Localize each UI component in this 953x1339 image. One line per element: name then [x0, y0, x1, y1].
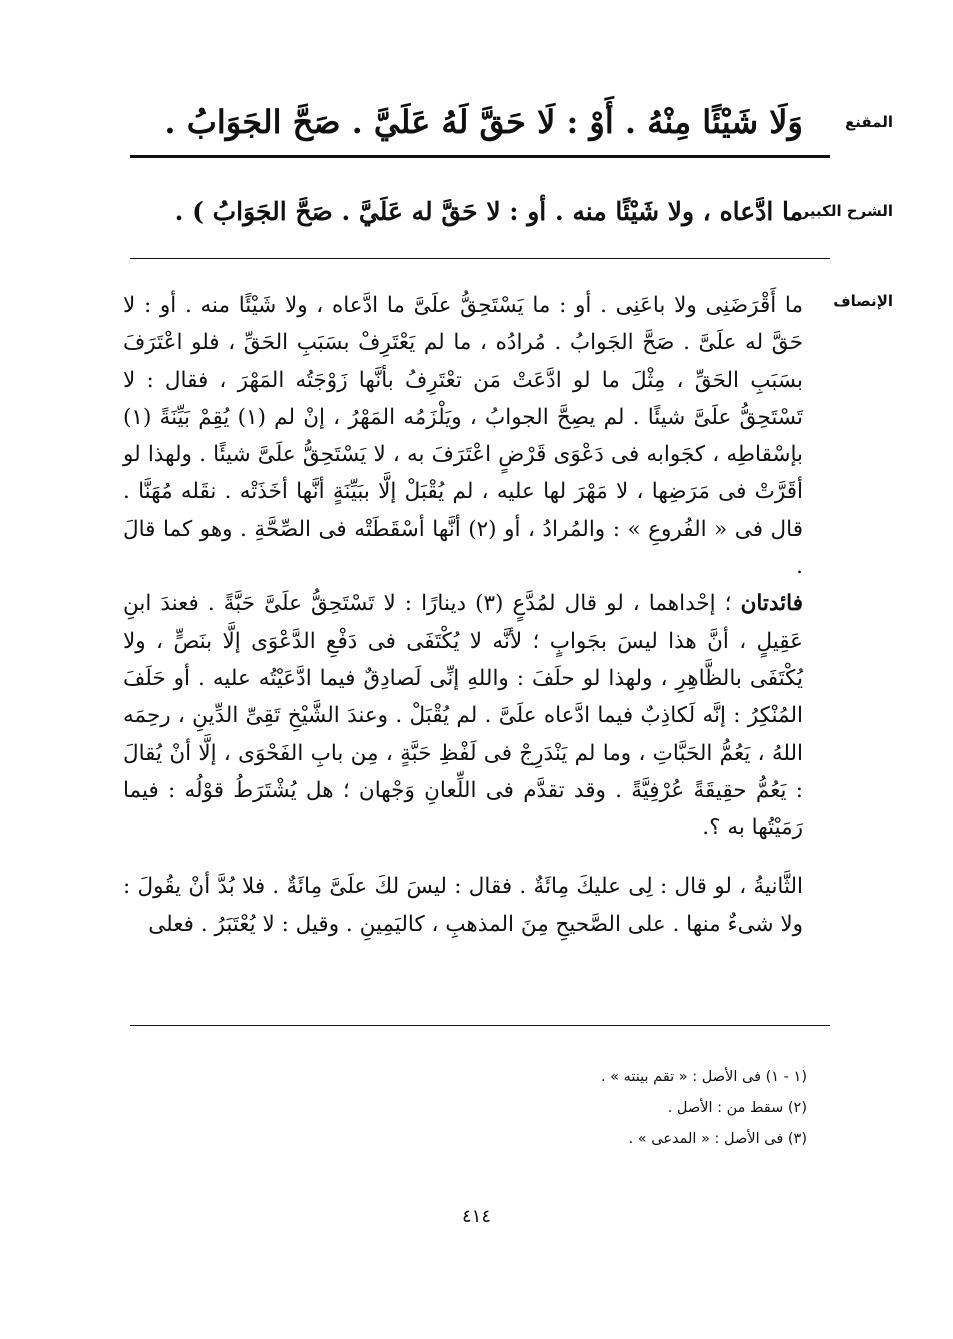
footnote-2: (٢) سقط من : الأصل .	[667, 1100, 807, 1116]
footnote-divider	[130, 1025, 830, 1026]
insaf-paragraph-2-text: ؛ إحْداهما ، لو قال لمُدَّعٍ (٣) دينارًا : لا تَسْتَحِقُّ علَىَّ حَبَّةً . فعندَ ابنِ عَقِيلٍ ، أنَّ هذا ليسَ بجَوابٍ ؛ لأنَّه لا يُكْتَفَى فى دَفْعِ الدَّعْوَى إلَّا بنَصٍّ ، ولا يُكْتَفَى بالظَّاهِرِ ، ولهذا لو حلَفَ : واللهِ إنِّى لَصادِقٌ فيما ادَّعَيْتُه عليه . أو حَلَفَ المُنْكِرُ : إنَّه لَكاذِبٌ فيما ادَّعاه علَىَّ . لم يُقْبَلْ . وعندَ الشَّيْخِ تَقِىِّ الدِّينِ ، رحِمَه اللهُ ، يَعُمُّ الحَبَّاتِ ، وما لم يَنْدَرِجْ فى لَفْظِ حَبَّةٍ ، مِن بابِ الفَحْوَى ، إلَّا أنْ يُقالَ : يَعُمُّ حقِيقَةً عُرْفِيَّةً . وقد تقدَّم فى اللِّعانِ وَجْهان ؛ هل يُشْتَرَطُ قوْلُه : فيما رَمَيْتُها به ؟.	[123, 591, 803, 841]
insaf-text	[123, 287, 803, 943]
muqni-text: وَلَا شَيْئًا مِنْهُ . أَوْ : لَا حَقَّ لَهُ عَلَيَّ . صَحَّ الجَوَابُ .	[164, 103, 803, 141]
sharh-text: ما ادَّعاه ، ولا شَيْئًا منه . أو : لا حَقَّ له عَلَيَّ . صَحَّ الجَوَابُ ) .	[174, 197, 803, 226]
insaf-paragraph-2	[123, 585, 803, 846]
section-label-muqni: المقنع	[845, 113, 893, 131]
footnote-1: (١ - ١) فى الأصل : « تقم بينته » .	[600, 1069, 807, 1085]
fawaid-heading: فائدتان	[740, 591, 803, 617]
section-label-insaf: الإنصاف	[833, 292, 893, 310]
footnote-3: (٣) فى الأصل : « المدعى » .	[628, 1131, 807, 1147]
section-divider	[130, 258, 830, 259]
section-divider-thick	[130, 155, 830, 158]
insaf-paragraph-1: ما أَقْرَضَنِى ولا باعَنِى . أو : ما يَسْتَحِقُّ علَىَّ ما ادَّعاه ، ولا شَيْئًا منه . أو : لا حَقَّ له علَىَّ . صَحَّ الجَوابُ . مُرادُه ، ما لم يَعْتَرِفْ بسَبَبِ الحَقِّ ، فلو اعْتَرَفَ بسَبَبِ الحَقِّ ، مِثْلَ ما لو ادَّعَتْ مَن تعْتَرِفُ بأنَّها زَوْجَتُه المَهْرَ ، فقال : لا تَسْتَحِقُّ علَىَّ شيئًا . لم يصِحَّ الجوابُ ، ويَلْزَمُه المَهْرُ ، إنْ لم (١) يُقِمْ بَيِّنَةً (١) بإسْقاطِه ، كجَوابه فى دَعْوَى قَرْضٍ اعْتَرَفَ به ، لا يَسْتَحِقُّ علَىَّ شيئًا . ولهذا لو أقَرَّتْ فى مَرَضِها ، لا مَهْرَ لها عليه ، لم يُقْبَلْ إلَّا ببَيِّنَةٍ أنَّها أخَذَتْه . نقَله مُهَنَّا . قال فى « الفُروعِ » : والمُرادُ ، أو (٢) أنَّها أسْقَطَتْه فى الصِّحَّةِ . وهو كما قالَ .	[123, 293, 803, 580]
page-number: ٤١٤	[461, 1206, 491, 1227]
footnotes	[127, 1062, 807, 1155]
section-label-sharh: الشرح الكبير	[800, 202, 893, 220]
insaf-paragraph-3: الثَّانيةُ ، لو قال : لِى عليكَ مِائَةٌ . فقال : ليسَ لكَ علَىَّ مِائَةٌ . فلا بُدَّ أنْ يقُولَ : ولا شىءٌ منها . على الصَّحيحِ مِنَ المذهبِ ، كاليَمِينِ . وقيل : لا يُعْتَبَرُ . فعلى	[123, 874, 803, 937]
